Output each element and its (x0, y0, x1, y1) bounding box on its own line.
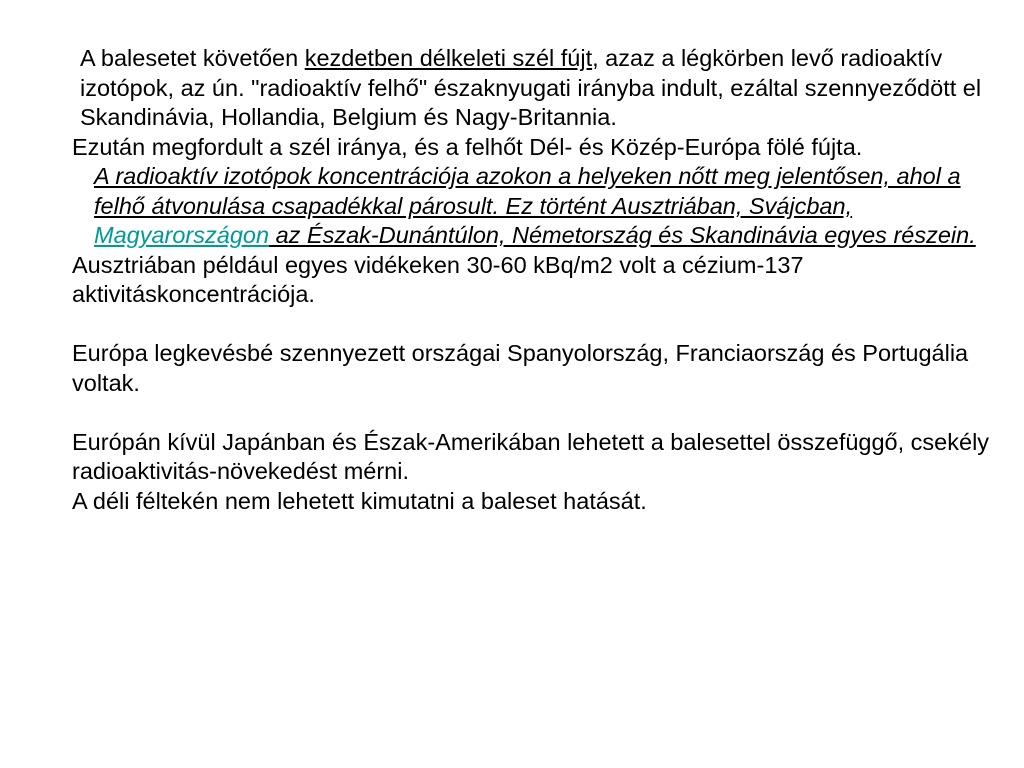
link-magyarorszagon[interactable]: Magyarországon (94, 222, 270, 248)
paragraph-austria-caesium: Ausztriában például egyes vidékeken 30-60 kBq/m2 volt a cézium-137 aktivitáskoncentrációja. (72, 251, 804, 307)
underlined-phrase-southeast-wind: kezdetben délkeleti szél fújt (304, 45, 593, 71)
paragraph-wind-change: Ezután megfordult a szél iránya, és a felhőt Dél- és Közép-Európa fölé fújta. (72, 133, 863, 160)
slide-body (72, 44, 1002, 516)
paragraph-southern-hemisphere: A déli féltekén nem lehetett kimutatni a baleset hatását. (72, 487, 647, 514)
paragraph-wind-direction-rest: , azaz a légkörben levő radioaktív izotópok, az ún. "radioaktív felhő" északnyugati irányba indult, ezáltal szennyeződött el Skandinávia, Hollandia, Belgium és Nagy-Britannia. (80, 45, 982, 130)
spacer (72, 310, 1002, 340)
paragraph-wind-direction-intro: A balesetet követően (80, 45, 305, 71)
paragraph-concentration-part1: A radioaktív izotópok koncentrációja azokon a helyeken nőtt meg jelentősen, ahol a felhő átvonulása csapadékkal párosult. Ez történt Ausztriában, Svájcban, (94, 163, 961, 219)
paragraph-least-contaminated: Európa legkevésbé szennyezett országai Spanyolország, Franciaország és Portugália voltak. (72, 340, 969, 396)
spacer (72, 398, 1002, 428)
paragraph-wind-direction (72, 44, 1002, 133)
paragraph-concentration-part2: az Észak-Dunántúlon, Németország és Skandinávia egyes részein. (269, 222, 976, 248)
paragraph-concentration (72, 162, 1002, 251)
paragraph-outside-europe: Európán kívül Japánban és Észak-Amerikában lehetett a balesettel összefüggő, csekély radioaktivitás-növekedést mérni. (72, 428, 990, 484)
